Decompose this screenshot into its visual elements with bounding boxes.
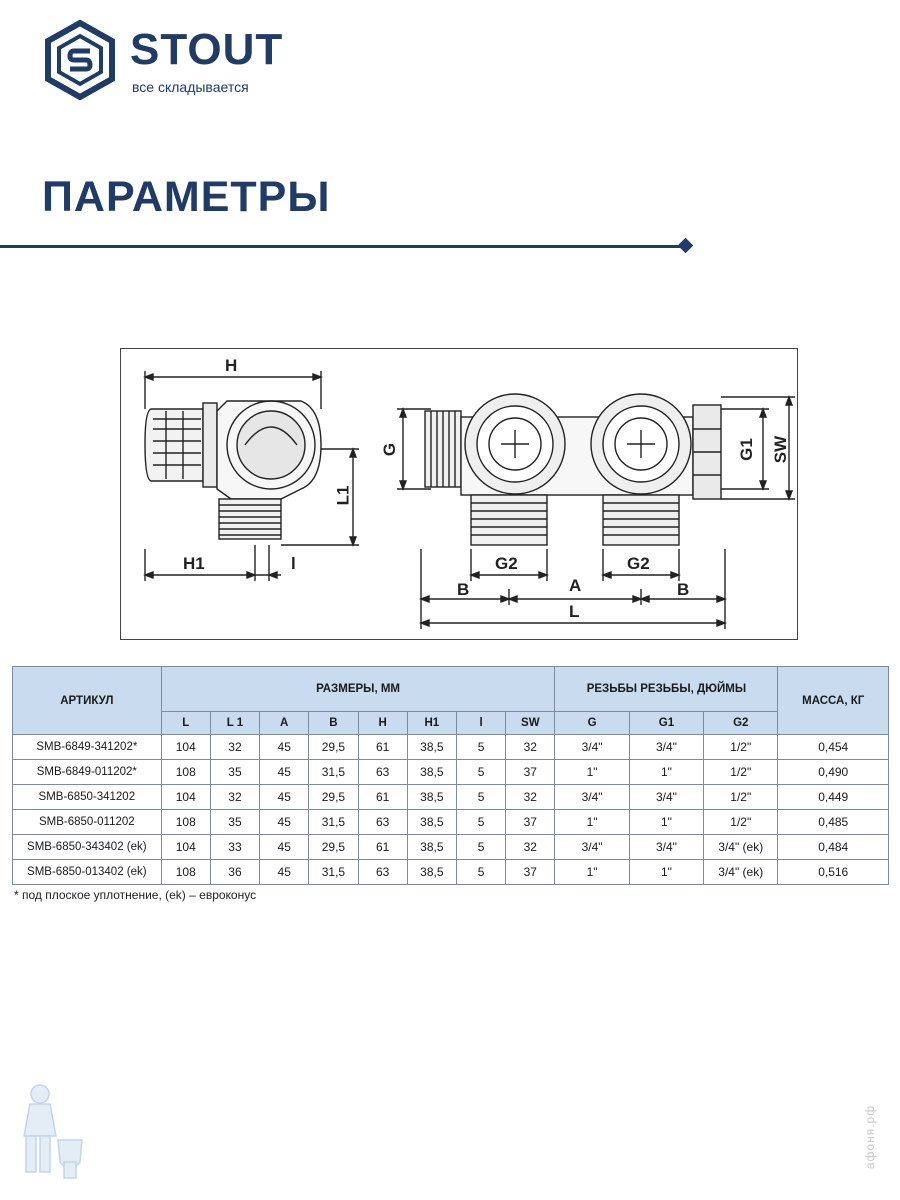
cell-sw-value: 37 [506, 860, 555, 885]
cell-h-value: 61 [358, 785, 407, 810]
cell-a-value: 45 [260, 785, 309, 810]
cell-b-value: 29,5 [309, 735, 358, 760]
dim-label-a: A [569, 576, 582, 595]
cell-g-value: 3/4" [555, 785, 629, 810]
cell-l-value: 108 [161, 860, 210, 885]
cell-article: SMB-6850-011202 [13, 810, 162, 835]
header-col-small-l: l [456, 712, 505, 735]
cell-h1-value: 38,5 [407, 835, 456, 860]
cell-mass-value: 0,485 [778, 810, 889, 835]
cell-l-value: 104 [161, 785, 210, 810]
cell-g2-value: 3/4" (ek) [704, 860, 778, 885]
cell-h1-value: 38,5 [407, 785, 456, 810]
cell-article: SMB-6850-341202 [13, 785, 162, 810]
cell-h-value: 63 [358, 860, 407, 885]
header-threads: РЕЗЬБЫ РЕЗЬБЫ, ДЮЙМЫ [555, 667, 778, 712]
brand-tagline: все складывается [132, 79, 249, 95]
cell-mass-value: 0,449 [778, 785, 889, 810]
cell-small-l-value: 5 [456, 810, 505, 835]
cell-l1-value: 32 [210, 735, 259, 760]
cell-g-value: 3/4" [555, 735, 629, 760]
cell-l1-value: 35 [210, 760, 259, 785]
cell-sw-value: 32 [506, 785, 555, 810]
cell-article: SMB-6849-341202* [13, 735, 162, 760]
cell-a-value: 45 [260, 835, 309, 860]
cell-l-value: 104 [161, 735, 210, 760]
table-row [13, 810, 889, 835]
title-divider [0, 245, 690, 248]
cell-g1-value: 1" [629, 810, 703, 835]
cell-b-value: 31,5 [309, 760, 358, 785]
cell-g-value: 1" [555, 760, 629, 785]
cell-small-l-value: 5 [456, 860, 505, 885]
header-dimensions: РАЗМЕРЫ, ММ [161, 667, 555, 712]
dim-label-g1: G1 [736, 438, 756, 461]
dim-label-l1: L1 [333, 485, 353, 506]
header-col-h1: H1 [407, 712, 456, 735]
spec-table [12, 666, 889, 885]
dim-label-l-total: L [569, 602, 580, 621]
technical-drawing [120, 348, 798, 640]
cell-l-value: 108 [161, 760, 210, 785]
cell-b-value: 29,5 [309, 835, 358, 860]
cell-b-value: 31,5 [309, 810, 358, 835]
plumber-mascot-icon [10, 1080, 90, 1185]
brand-logo [44, 20, 304, 100]
dim-label-b-right: B [677, 580, 690, 599]
dim-label-g: G [380, 442, 400, 457]
cell-g2-value: 1/2" [704, 735, 778, 760]
cell-g2-value: 3/4" (ek) [704, 835, 778, 860]
dim-label-h1: H1 [183, 554, 205, 573]
cell-g1-value: 1" [629, 760, 703, 785]
cell-mass-value: 0,484 [778, 835, 889, 860]
cell-l1-value: 32 [210, 785, 259, 810]
cell-sw-value: 32 [506, 835, 555, 860]
header-col-g2: G2 [704, 712, 778, 735]
cell-g-value: 3/4" [555, 835, 629, 860]
cell-sw-value: 37 [506, 810, 555, 835]
divider-diamond-icon [678, 238, 694, 254]
watermark-text: афоня.рф [863, 1104, 878, 1170]
header-article: АРТИКУЛ [13, 667, 162, 735]
header-col-g1: G1 [629, 712, 703, 735]
cell-a-value: 45 [260, 860, 309, 885]
spec-table-body [13, 735, 889, 885]
dim-label-g2-left: G2 [495, 554, 518, 573]
header-col-g: G [555, 712, 629, 735]
header-col-b: B [309, 712, 358, 735]
table-row [13, 835, 889, 860]
cell-g2-value: 1/2" [704, 785, 778, 810]
cell-g1-value: 3/4" [629, 835, 703, 860]
cell-g1-value: 3/4" [629, 785, 703, 810]
stout-logo-icon [44, 20, 116, 100]
cell-a-value: 45 [260, 760, 309, 785]
cell-article: SMB-6849-011202* [13, 760, 162, 785]
cell-small-l-value: 5 [456, 785, 505, 810]
cell-b-value: 29,5 [309, 785, 358, 810]
cell-mass-value: 0,454 [778, 735, 889, 760]
cell-a-value: 45 [260, 810, 309, 835]
cell-h-value: 63 [358, 810, 407, 835]
table-row [13, 785, 889, 810]
cell-l1-value: 36 [210, 860, 259, 885]
table-row [13, 860, 889, 885]
cell-g1-value: 1" [629, 860, 703, 885]
cell-g1-value: 3/4" [629, 735, 703, 760]
header-mass: МАССА, КГ [778, 667, 889, 735]
cell-h1-value: 38,5 [407, 760, 456, 785]
header-col-l: L [161, 712, 210, 735]
cell-h-value: 61 [358, 835, 407, 860]
cell-h-value: 61 [358, 735, 407, 760]
cell-sw-value: 37 [506, 760, 555, 785]
cell-small-l-value: 5 [456, 735, 505, 760]
dim-label-b-left: B [457, 580, 470, 599]
cell-mass-value: 0,516 [778, 860, 889, 885]
site-watermark [863, 1090, 894, 1190]
cell-l-value: 104 [161, 835, 210, 860]
cell-small-l-value: 5 [456, 835, 505, 860]
cell-h1-value: 38,5 [407, 735, 456, 760]
cell-sw-value: 32 [506, 735, 555, 760]
cell-mass-value: 0,490 [778, 760, 889, 785]
page-title: ПАРАМЕТРЫ [42, 173, 331, 221]
table-row [13, 760, 889, 785]
cell-g2-value: 1/2" [704, 810, 778, 835]
cell-g2-value: 1/2" [704, 760, 778, 785]
table-row [13, 735, 889, 760]
dim-label-g2-right: G2 [627, 554, 650, 573]
cell-b-value: 31,5 [309, 860, 358, 885]
cell-h-value: 63 [358, 760, 407, 785]
cell-a-value: 45 [260, 735, 309, 760]
header-col-h: H [358, 712, 407, 735]
header-col-l1: L 1 [210, 712, 259, 735]
cell-article: SMB-6850-013402 (ek) [13, 860, 162, 885]
dim-label-sw: SW [771, 435, 791, 464]
dim-label-h: H [225, 356, 238, 375]
footnote: * под плоское уплотнение, (ek) – евроконус [14, 888, 257, 902]
cell-g-value: 1" [555, 860, 629, 885]
cell-h1-value: 38,5 [407, 810, 456, 835]
header-col-sw: SW [506, 712, 555, 735]
cell-l1-value: 33 [210, 835, 259, 860]
cell-small-l-value: 5 [456, 760, 505, 785]
cell-l1-value: 35 [210, 810, 259, 835]
cell-l-value: 108 [161, 810, 210, 835]
dim-label-l: l [291, 554, 296, 573]
cell-article: SMB-6850-343402 (ek) [13, 835, 162, 860]
header-col-a: A [260, 712, 309, 735]
cell-g-value: 1" [555, 810, 629, 835]
cell-h1-value: 38,5 [407, 860, 456, 885]
brand-name: STOUT [130, 25, 284, 74]
